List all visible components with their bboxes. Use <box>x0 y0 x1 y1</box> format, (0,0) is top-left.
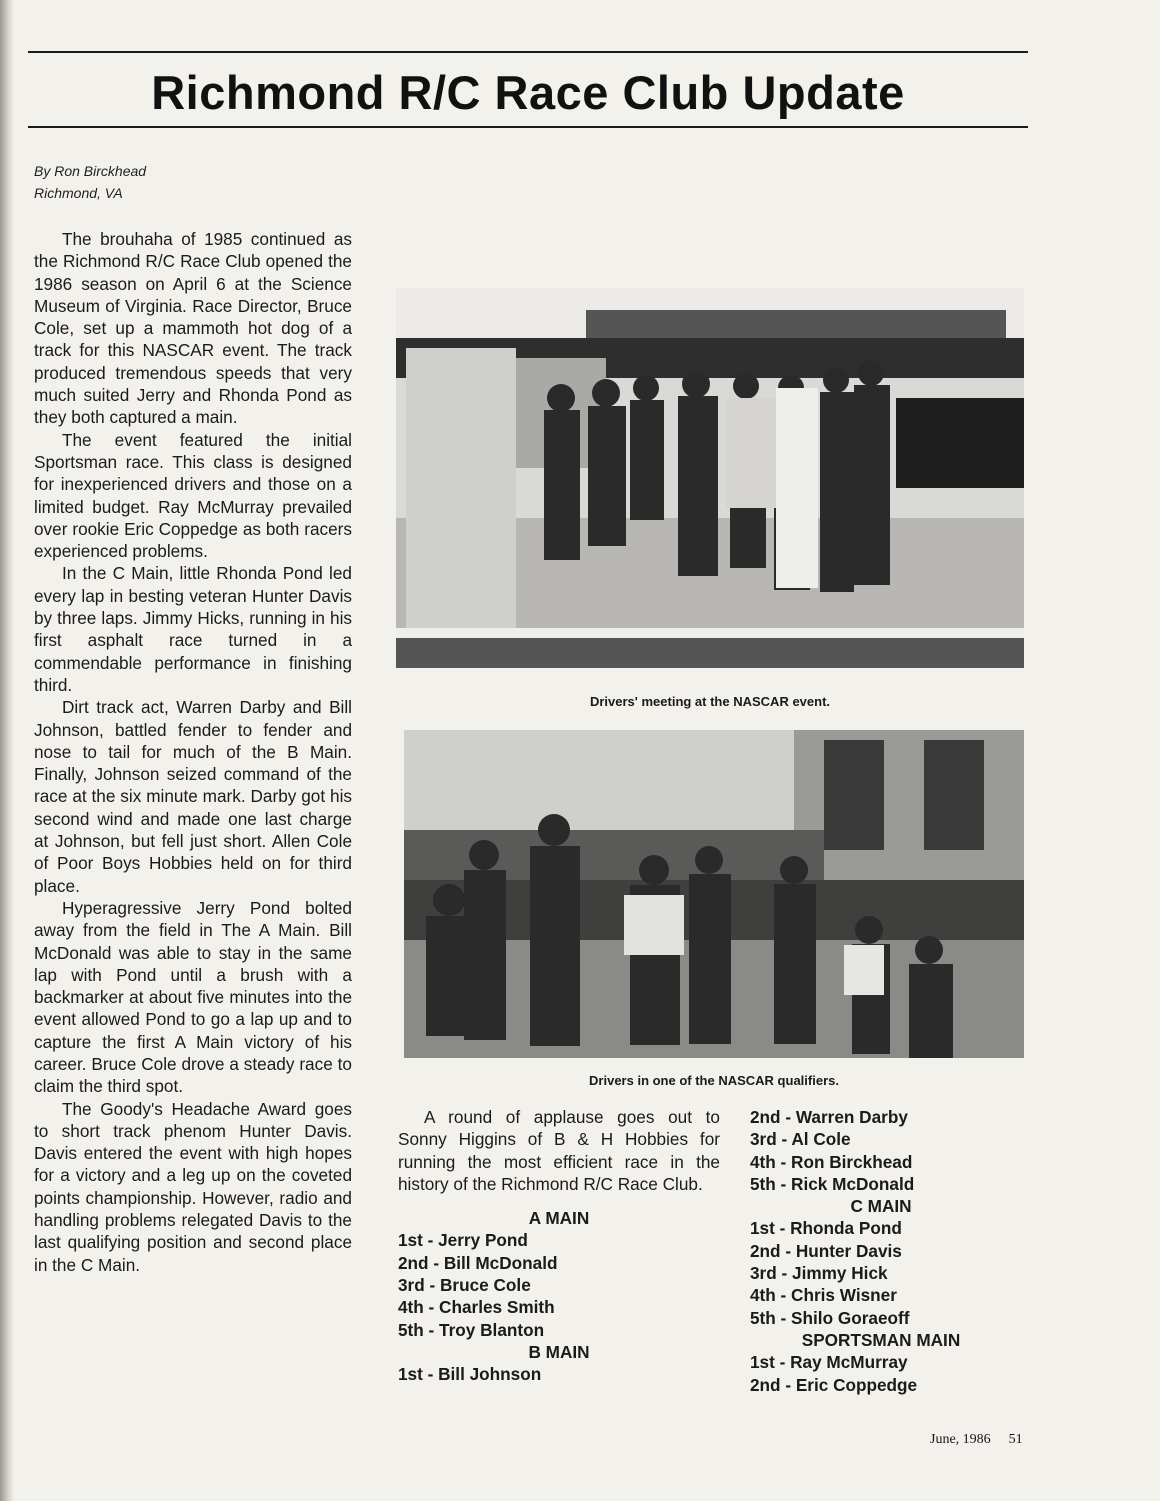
photo-caption: Drivers in one of the NASCAR qualifiers. <box>589 1073 839 1088</box>
headline-top-rule <box>28 51 1028 53</box>
article-paragraph: The Goody's Headache Award goes to short track phenom Hunter Davis. Davis entered the event with high hopes for a victory and a leg up on the coveted points championship. However, radio and handling problems relegated Davis to the last qualifying position and second place in the C Main. <box>34 1098 352 1275</box>
headline-bottom-rule <box>28 126 1028 128</box>
result-entry: 3rd - Jimmy Hick <box>750 1263 888 1284</box>
sportsman-main-heading: SPORTSMAN MAIN <box>801 1329 961 1350</box>
drivers-meeting-photo <box>396 288 1024 668</box>
result-entry: 5th - Shilo Goraeoff <box>750 1307 910 1328</box>
article-column-middle <box>398 1106 720 1386</box>
result-entry: 1st - Bill Johnson <box>398 1364 542 1385</box>
issue-date: June, 1986 <box>930 1432 991 1447</box>
result-entry: 1st - Jerry Pond <box>398 1230 528 1251</box>
byline <box>34 160 146 204</box>
article-column-left <box>34 228 352 1276</box>
page-title: Richmond R/C Race Club Update <box>151 66 905 119</box>
result-entry: 2nd - Hunter Davis <box>750 1240 902 1261</box>
c-main-heading: C MAIN <box>850 1196 912 1217</box>
result-entry: 5th - Troy Blanton <box>398 1319 545 1340</box>
page-number: 51 <box>1008 1432 1023 1447</box>
result-entry: 1st - Ray McMurray <box>750 1352 908 1373</box>
article-paragraph: A round of applause goes out to Sonny Higgins of B & H Hobbies for running the most efficient race in the history of the Richmond R/C Race Club. <box>398 1107 720 1194</box>
article-paragraph: The event featured the initial Sportsman race. This class is designed for inexperienced drivers and those on a limited budget. Ray McMurray prevailed over rookie Eric Coppedge as both racers experienced problems. <box>34 429 352 562</box>
b-main-heading: B MAIN <box>528 1341 590 1362</box>
byline-location: Richmond, VA <box>34 185 123 201</box>
result-entry: 2nd - Bill McDonald <box>398 1252 558 1273</box>
article-paragraph: In the C Main, little Rhonda Pond led every lap in besting veteran Hunter Davis by three laps. Jimmy Hicks, running in his first asphalt race turned in a commendable performance in finishing third. <box>34 563 352 695</box>
photo-caption: Drivers' meeting at the NASCAR event. <box>589 694 831 709</box>
a-main-heading: A MAIN <box>528 1208 590 1229</box>
article-paragraph: Dirt track act, Warren Darby and Bill Johnson, battled fender to fender and nose to tail for much of the B Main. Finally, Johnson seized command of the race at the six minute mark. Darby got his second wind and made one last charge at Johnson, but fell just short. Allen Cole of Poor Boys Hobbies held on for third place. <box>34 697 352 896</box>
result-entry: 4th - Chris Wisner <box>750 1285 897 1306</box>
result-entry: 3rd - Bruce Cole <box>398 1275 531 1296</box>
article-paragraph: Hyperagressive Jerry Pond bolted away from the field in The A Main. Bill McDonald was able to stay in the same lap with Pond until a brush with a backmarker at about five minutes into the event allowed Pond to go a lap up and to capture the first A Main victory of his career. Bruce Cole drove a steady race to claim the third spot. <box>34 897 352 1097</box>
result-entry: 2nd - Eric Coppedge <box>750 1374 918 1395</box>
result-entry: 3rd - Al Cole <box>750 1129 851 1150</box>
results-column-right <box>750 1106 1012 1396</box>
qualifier-drivers-photo <box>404 730 1024 1058</box>
page-binding-edge <box>0 0 14 1501</box>
result-entry: 4th - Ron Birckhead <box>750 1151 913 1172</box>
article-paragraph: The brouhaha of 1985 continued as the Richmond R/C Race Club opened the 1986 season on April 6 at the Science Museum of Virginia. Race Director, Bruce Cole, set up a mammoth hot dog of a track for this NASCAR event. The track produced tremendous speeds that very much suited Jerry and Rhonda Pond as they both captured a main. <box>34 229 352 428</box>
byline-author: By Ron Birckhead <box>34 163 147 179</box>
page-footer <box>930 1432 1090 1448</box>
result-entry: 2nd - Warren Darby <box>750 1107 908 1127</box>
result-entry: 4th - Charles Smith <box>398 1297 555 1318</box>
result-entry: 5th - Rick McDonald <box>750 1173 915 1194</box>
result-entry: 1st - Rhonda Pond <box>750 1218 902 1239</box>
